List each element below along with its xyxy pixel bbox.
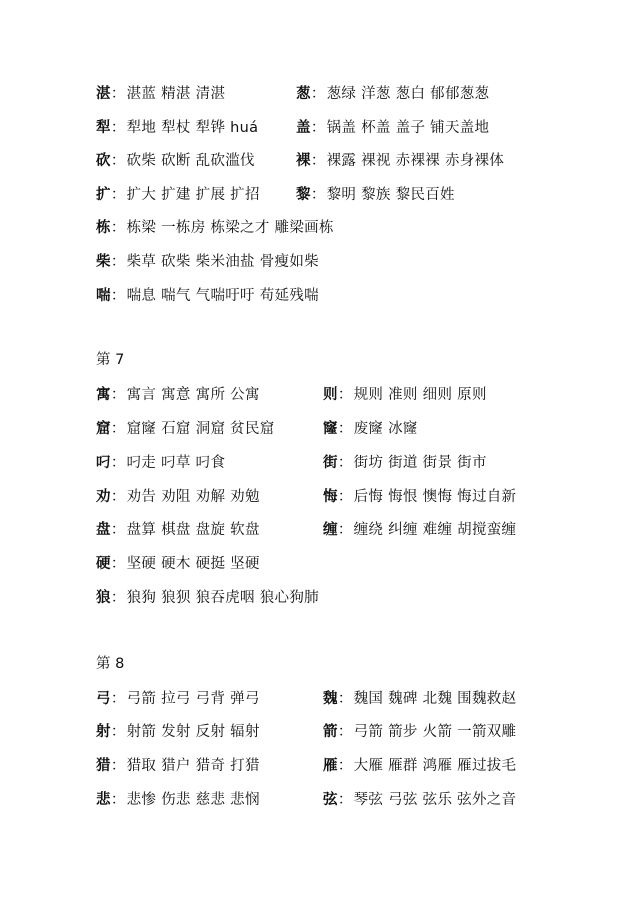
entry: 黎：黎明 黎族 黎民百姓 xyxy=(296,187,455,203)
entry-words: 坚硬 硬木 硬挺 坚硬 xyxy=(126,556,260,572)
entry: 狼：狼狗 狼狈 狼吞虎咽 狼心狗肺 xyxy=(96,590,319,606)
entry-words: 裸露 裸视 赤裸裸 赤身裸体 xyxy=(326,153,505,169)
entry-words: 射箭 发射 反射 辐射 xyxy=(126,724,260,740)
entry-words: 琴弦 弓弦 弦乐 弦外之音 xyxy=(353,792,517,808)
entry: 硬：坚硬 硬木 硬挺 坚硬 xyxy=(96,556,260,572)
entry-words: 窟窿 石窟 洞窟 贫民窟 xyxy=(126,421,275,437)
entry-words: 盘算 棋盘 盘旋 软盘 xyxy=(126,522,260,538)
entry-words: 弓箭 箭步 火箭 一箭双雕 xyxy=(353,724,517,740)
entry-char: 缠 xyxy=(323,522,338,538)
entry-words: 葱绿 洋葱 葱白 郁郁葱葱 xyxy=(326,86,490,102)
entry-words: 柴草 砍柴 柴米油盐 骨瘦如柴 xyxy=(126,254,319,270)
entry-char: 柴 xyxy=(96,254,111,270)
entry: 悔：后悔 悔恨 懊悔 悔过自新 xyxy=(323,489,517,505)
entry-words: 湛蓝 精湛 清湛 xyxy=(126,86,226,102)
entry-char: 黎 xyxy=(296,187,311,203)
entry: 缠：缠绕 纠缠 难缠 胡搅蛮缠 xyxy=(323,522,517,538)
entry: 弦：琴弦 弓弦 弦乐 弦外之音 xyxy=(323,792,517,808)
entry-words: 街坊 街道 街景 街市 xyxy=(353,455,487,471)
entry-char: 窿 xyxy=(323,421,338,437)
entry: 砍：砍柴 砍断 乱砍滥伐 xyxy=(96,153,255,169)
entry-words: 缠绕 纠缠 难缠 胡搅蛮缠 xyxy=(353,522,517,538)
entry: 盘：盘算 棋盘 盘旋 软盘 xyxy=(96,522,260,538)
entry-char: 劝 xyxy=(96,489,111,505)
entry-char: 湛 xyxy=(96,86,111,102)
section-heading: 第 7 xyxy=(96,352,125,368)
entry-char: 射 xyxy=(96,724,111,740)
entry: 箭：弓箭 箭步 火箭 一箭双雕 xyxy=(323,724,517,740)
entry-words: 寓言 寓意 寓所 公寓 xyxy=(126,387,260,403)
entry-words: 锅盖 杯盖 盖子 铺天盖地 xyxy=(326,120,490,136)
entry-char: 弦 xyxy=(323,792,338,808)
entry: 弓：弓箭 拉弓 弓背 弹弓 xyxy=(96,691,260,707)
entry-char: 狼 xyxy=(96,590,111,606)
entry: 盖：锅盖 杯盖 盖子 铺天盖地 xyxy=(296,120,490,136)
entry-words: 猎取 猎户 猎奇 打猎 xyxy=(126,758,260,774)
entry: 葱：葱绿 洋葱 葱白 郁郁葱葱 xyxy=(296,86,490,102)
entry: 魏：魏国 魏碑 北魏 围魏救赵 xyxy=(323,691,517,707)
entry-words: 大雁 雁群 鸿雁 雁过拔毛 xyxy=(353,758,517,774)
entry: 扩：扩大 扩建 扩展 扩招 xyxy=(96,187,260,203)
entry-char: 悲 xyxy=(96,792,111,808)
entry-words: 砍柴 砍断 乱砍滥伐 xyxy=(126,153,255,169)
entry-char: 栋 xyxy=(96,220,111,236)
entry: 射：射箭 发射 反射 辐射 xyxy=(96,724,260,740)
entry-char: 砍 xyxy=(96,153,111,169)
entry: 柴：柴草 砍柴 柴米油盐 骨瘦如柴 xyxy=(96,254,319,270)
entry: 悲：悲惨 伤悲 慈悲 悲悯 xyxy=(96,792,260,808)
entry: 叼：叼走 叼草 叼食 xyxy=(96,455,226,471)
entry-char: 裸 xyxy=(296,153,311,169)
entry: 裸：裸露 裸视 赤裸裸 赤身裸体 xyxy=(296,153,505,169)
entry-words: 狼狗 狼狈 狼吞虎咽 狼心狗肺 xyxy=(126,590,319,606)
entry-char: 街 xyxy=(323,455,338,471)
entry-words: 扩大 扩建 扩展 扩招 xyxy=(126,187,260,203)
entry-char: 喘 xyxy=(96,288,111,304)
entry-words: 叼走 叼草 叼食 xyxy=(126,455,226,471)
entry-words: 规则 准则 细则 原则 xyxy=(353,387,487,403)
entry-char: 犁 xyxy=(96,120,111,136)
entry: 则：规则 准则 细则 原则 xyxy=(323,387,487,403)
entry-words: 犁地 犁杖 犁铧 huá xyxy=(126,120,259,136)
entry-char: 叼 xyxy=(96,455,111,471)
entry-char: 猎 xyxy=(96,758,111,774)
entry-char: 寓 xyxy=(96,387,111,403)
entry-char: 魏 xyxy=(323,691,338,707)
section-heading: 第 8 xyxy=(96,656,125,672)
entry-char: 箭 xyxy=(323,724,338,740)
entry: 喘：喘息 喘气 气喘吁吁 苟延残喘 xyxy=(96,288,319,304)
entry-char: 硬 xyxy=(96,556,111,572)
entry-char: 盖 xyxy=(296,120,311,136)
entry-words: 魏国 魏碑 北魏 围魏救赵 xyxy=(353,691,517,707)
entry: 犁：犁地 犁杖 犁铧 huá xyxy=(96,120,259,136)
entry-words: 栋梁 一栋房 栋梁之才 雕梁画栋 xyxy=(126,220,334,236)
entry: 猎：猎取 猎户 猎奇 打猎 xyxy=(96,758,260,774)
entry: 雁：大雁 雁群 鸿雁 雁过拔毛 xyxy=(323,758,517,774)
entry: 街：街坊 街道 街景 街市 xyxy=(323,455,487,471)
entry-words: 黎明 黎族 黎民百姓 xyxy=(326,187,455,203)
entry-words: 悲惨 伤悲 慈悲 悲悯 xyxy=(126,792,260,808)
entry: 寓：寓言 寓意 寓所 公寓 xyxy=(96,387,260,403)
entry-words: 喘息 喘气 气喘吁吁 苟延残喘 xyxy=(126,288,319,304)
entry-char: 弓 xyxy=(96,691,111,707)
entry-char: 窟 xyxy=(96,421,111,437)
entry-words: 后悔 悔恨 懊悔 悔过自新 xyxy=(353,489,517,505)
entry: 窿：废窿 冰窿 xyxy=(323,421,418,437)
entry-char: 则 xyxy=(323,387,338,403)
entry: 劝：劝告 劝阻 劝解 劝勉 xyxy=(96,489,260,505)
entry-char: 雁 xyxy=(323,758,338,774)
entry-char: 扩 xyxy=(96,187,111,203)
entry: 窟：窟窿 石窟 洞窟 贫民窟 xyxy=(96,421,275,437)
entry: 湛：湛蓝 精湛 清湛 xyxy=(96,86,226,102)
entry-char: 悔 xyxy=(323,489,338,505)
entry-words: 废窿 冰窿 xyxy=(353,421,418,437)
entry-char: 葱 xyxy=(296,86,311,102)
entry-char: 盘 xyxy=(96,522,111,538)
entry-words: 劝告 劝阻 劝解 劝勉 xyxy=(126,489,260,505)
entry-words: 弓箭 拉弓 弓背 弹弓 xyxy=(126,691,260,707)
entry: 栋：栋梁 一栋房 栋梁之才 雕梁画栋 xyxy=(96,220,334,236)
